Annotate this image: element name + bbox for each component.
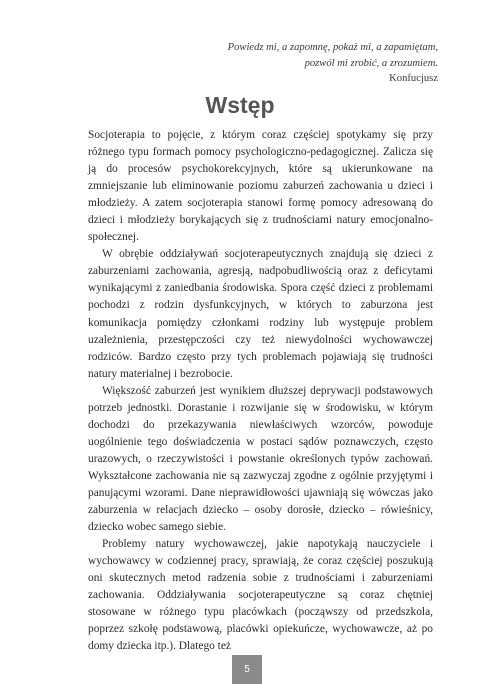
page-number: 5	[232, 655, 262, 684]
paragraph-2: W obrębie oddziaływań socjoterapeutycznych znajdują się dzieci z zaburzeniami zachowania, agresją, nadpobudliwością oraz z deficytami wynikającymi z zaniedbania środowiska. Spora część dzieci z problemami pochodzi z rodzin dysfunkcyjnych, w których to zaburzona jest komunikacja pomiędzy członkami rodziny lub występuje problem uzależnienia, przestępczości czy też niewydolności wychowawczej rodziców. Bardzo często przy tych problemach pojawiają się trudności natury materialnej i bezrobocie.	[88, 248, 433, 380]
epigraph-line-1: Powiedz mi, a zapomnę, pokaż mi, a zapamiętam,	[227, 42, 438, 53]
body-text	[88, 127, 433, 655]
paragraph-3: Większość zaburzeń jest wynikiem dłuższej deprywacji podstawowych potrzeb jednostki. Dorastanie i rozwijanie się w środowisku, w którym dochodzi do przekazywania niewłaściwych wzorców, powoduje uogólnienie tego doświadczenia w postaci sądów poznawczych, często urazowych, o rzeczywistości i powstanie określonych typów zachowań. Wykształcone zachowania nie są zazwyczaj zgodne z ogólnie przyjętymi i panującymi wzorami. Dane nieprawidłowości ujawniają się wówczas jako zaburzenia w relacjach dziecko – osoby dorosłe, dziecko – rówieśnicy, dziecko wobec samego siebie.	[88, 384, 433, 534]
chapter-heading: Wstęp	[205, 92, 275, 118]
paragraph-1: Socjoterapia to pojęcie, z którym coraz częściej spotykamy się przy różnego typu formach pomocy psychologiczno-pedagogicznej. Zalicza się ją do procesów psychokorekcyjnych, które są ukierunkowane na zmniejszanie lub eliminowanie poziomu zaburzeń zachowania u dzieci i młodzieży. A zatem socjoterapia stanowi formę pomocy adresowaną do dzieci i młodzieży borykających się z trudnościami natury emocjonalno-społecznej.	[88, 129, 433, 244]
epigraph	[228, 40, 438, 87]
epigraph-author: Konfucjusz	[389, 73, 438, 84]
epigraph-line-2: pozwól mi zrobić, a zrozumiem.	[304, 57, 438, 69]
paragraph-4: Problemy natury wychowawczej, jakie napotykają nauczyciele i wychowawcy w codziennej pracy, sprawiają, że coraz częściej poszukują oni skutecznych metod radzenia sobie z trudnościami i zaburzeniami zachowania. Oddziaływania socjoterapeutyczne są coraz chętniej stosowane w różnego typu placówkach (począwszy od przedszkola, poprzez szkołę podstawową, placówki opiekuńcze, wychowawcze, aż po domy dziecka itp.). Dlatego też	[88, 538, 433, 653]
